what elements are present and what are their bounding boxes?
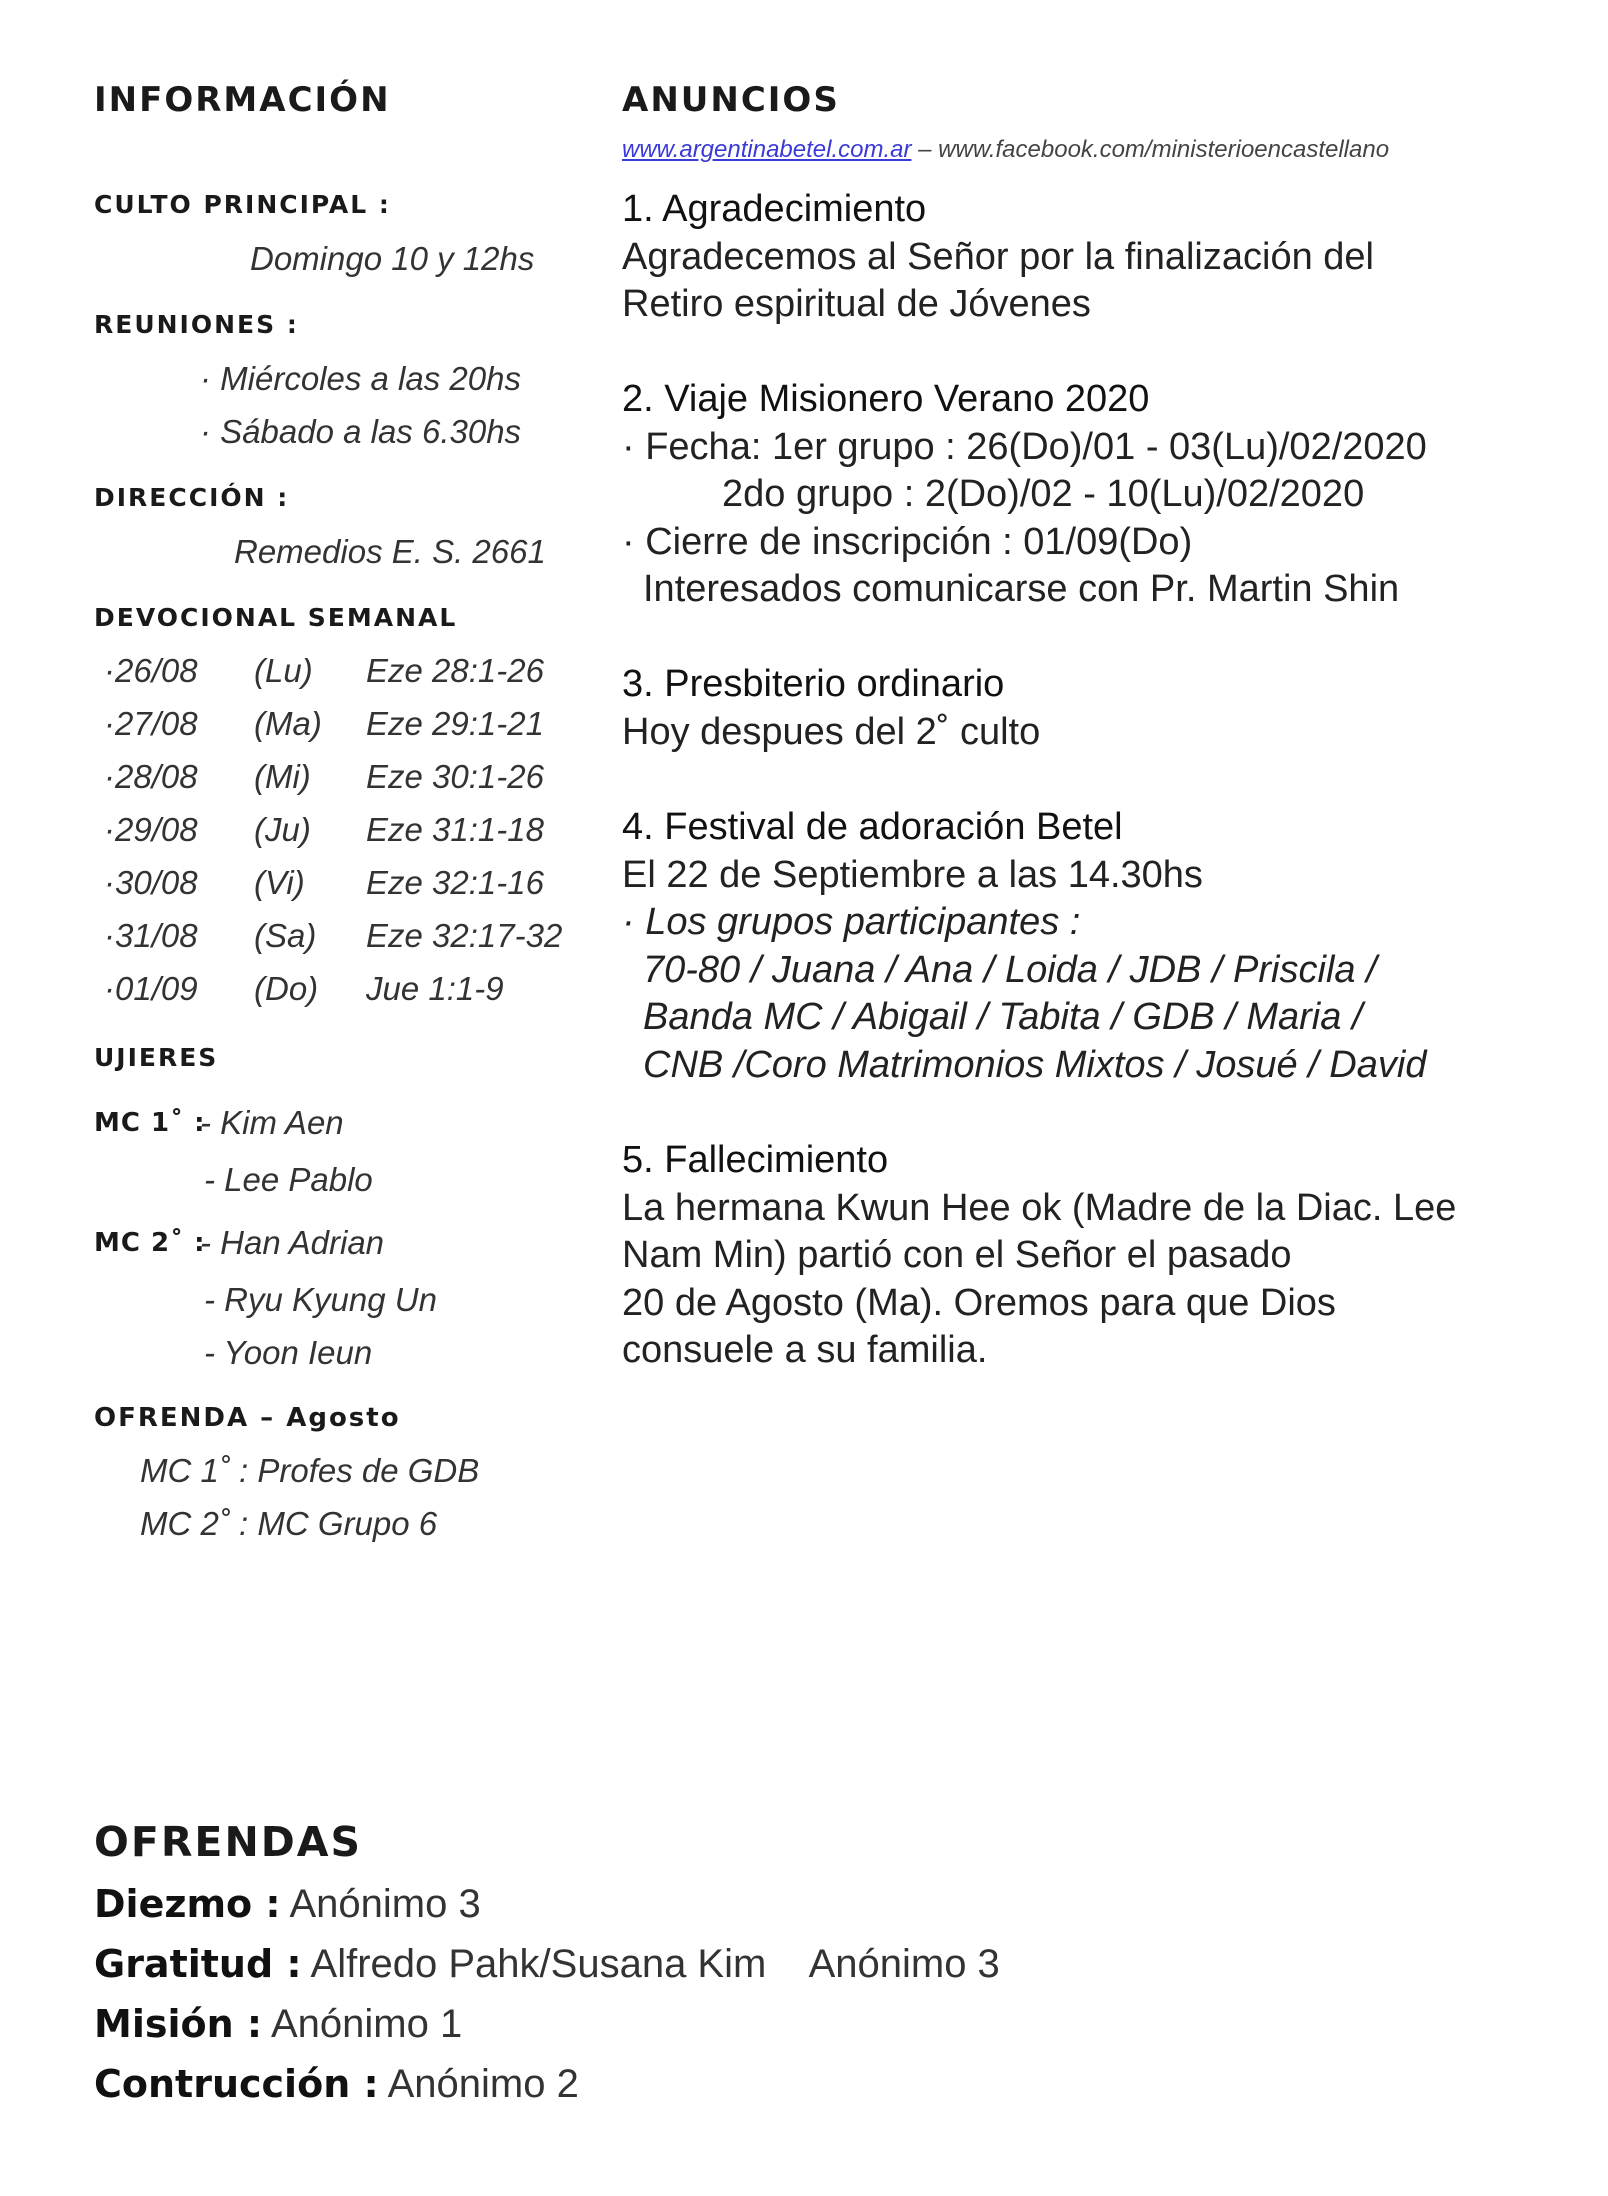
announcement-title: 2. Viaje Misionero Verano 2020 (622, 378, 1150, 420)
ujier-name: - Kim Aen (200, 1104, 344, 1141)
announcement-line: consuele a su familia. (622, 1329, 988, 1371)
culto-label: CULTO PRINCIPAL : (94, 190, 391, 219)
announcement-line: 2do grupo : 2(Do)/02 - 10(Lu)/02/2020 (722, 473, 1365, 515)
announcement-line: El 22 de Septiembre a las 14.30hs (622, 853, 1203, 896)
reunion-item: · Sábado a las 6.30hs (200, 413, 522, 450)
ujier-name: - Ryu Kyung Un (204, 1281, 437, 1318)
website-link[interactable]: www.argentinabetel.com.ar (622, 136, 912, 163)
announcement-line: Hoy despues del 2˚ culto (622, 710, 1041, 753)
reuniones-label: REUNIONES : (94, 310, 299, 339)
devocional-label: DEVOCIONAL SEMANAL (94, 603, 458, 632)
announcement-line: 70-80 / Juana / Ana / Loida / JDB / Priscila / (643, 948, 1377, 991)
announcement-line: La hermana Kwun Hee ok (Madre de la Diac. Lee (622, 1186, 1457, 1229)
facebook-link[interactable]: www.facebook.com/ministerioencastellano (938, 136, 1390, 163)
ofrenda-row (94, 1942, 1000, 1987)
info-title: INFORMACIÓN (94, 80, 391, 120)
announcement-item (622, 186, 1562, 329)
announcement-title: 5. Fallecimiento (622, 1139, 889, 1181)
announcement-links (622, 136, 1389, 164)
devocional-row (104, 917, 584, 970)
announcement-line: Interesados comunicarse con Pr. Martin Shin (643, 568, 1400, 610)
announcement-line: Nam Min) partió con el Señor el pasado (622, 1234, 1292, 1276)
ujier-name: - Han Adrian (200, 1224, 385, 1261)
devocional-day: (Vi) (254, 864, 305, 901)
devocional-ref: Eze 32:17-32 (366, 917, 563, 954)
devocional-day: (Mi) (254, 758, 311, 795)
announcement-item (622, 376, 1562, 614)
ofrenda-row-value: Alfredo Pahk/Susana Kim Anónimo 3 (301, 1942, 1000, 1986)
mc1-label: MC 1˚ : (94, 1108, 206, 1138)
devocional-ref: Eze 29:1-21 (366, 705, 544, 742)
announcement-line: Banda MC / Abigail / Tabita / GDB / Maria / (643, 996, 1363, 1038)
devocional-date: ·28/08 (104, 758, 198, 795)
devocional-day: (Do) (254, 970, 319, 1007)
devocional-ref: Eze 32:1-16 (366, 864, 544, 901)
mc2-label: MC 2˚ : (94, 1228, 206, 1258)
devocional-date: ·26/08 (104, 652, 198, 689)
announcement-line: Retiro espiritual de Jóvenes (622, 283, 1091, 325)
devocional-row (104, 970, 584, 1023)
announcement-line: CNB /Coro Matrimonios Mixtos / Josué / David (643, 1043, 1427, 1086)
ujieres-label: UJIERES (94, 1043, 219, 1072)
announcements-title: ANUNCIOS (622, 80, 840, 120)
culto-value: Domingo 10 y 12hs (250, 240, 535, 277)
devocional-ref: Jue 1:1-9 (366, 970, 504, 1007)
announcement-line: · Cierre de inscripción : 01/09(Do) (622, 520, 1193, 563)
devocional-day: (Lu) (254, 652, 313, 689)
reunion-item: · Miércoles a las 20hs (200, 360, 521, 397)
ofrenda-row-label: Diezmo : (94, 1882, 281, 1926)
devocional-row (104, 705, 584, 758)
devocional-date: ·01/09 (104, 970, 198, 1007)
ofrendas-title: OFRENDAS (94, 1818, 363, 1866)
direccion-value: Remedios E. S. 2661 (234, 533, 546, 570)
devocional-row (104, 758, 584, 811)
ofrenda-item: MC 1˚ : Profes de GDB (140, 1452, 480, 1489)
devocional-ref: Eze 31:1-18 (366, 811, 544, 848)
devocional-row (104, 652, 584, 705)
announcement-item (622, 804, 1562, 1089)
ofrenda-label: OFRENDA – Agosto (94, 1403, 401, 1433)
direccion-label: DIRECCIÓN : (94, 483, 290, 512)
devocional-ref: Eze 28:1-26 (366, 652, 544, 689)
announcement-title: 1. Agradecimiento (622, 188, 927, 230)
announcement-title: 4. Festival de adoración Betel (622, 806, 1123, 848)
announcement-title: 3. Presbiterio ordinario (622, 663, 1005, 705)
ujier-name: - Lee Pablo (204, 1161, 373, 1198)
link-separator: – (911, 136, 939, 163)
announcement-line: Agradecemos al Señor por la finalización del (622, 235, 1374, 278)
ofrenda-row-value: Anónimo 2 (378, 2062, 579, 2106)
ujier-name: - Yoon Ieun (204, 1334, 373, 1371)
ofrenda-row-label: Gratitud : (94, 1942, 302, 1986)
devocional-row (104, 864, 584, 917)
devocional-date: ·31/08 (104, 917, 198, 954)
devocional-date: ·30/08 (104, 864, 198, 901)
ofrenda-row (94, 2002, 462, 2047)
ofrenda-row-label: Misión : (94, 2002, 263, 2046)
devocional-date: ·29/08 (104, 811, 198, 848)
ofrenda-row-value: Anónimo 3 (280, 1882, 481, 1926)
devocional-day: (Sa) (254, 917, 317, 954)
announcement-item (622, 1137, 1562, 1375)
announcement-line: · Fecha: 1er grupo : 26(Do)/01 - 03(Lu)/02/2020 (622, 425, 1427, 468)
devocional-day: (Ju) (254, 811, 311, 848)
ofrenda-row-value: Anónimo 1 (262, 2002, 463, 2046)
ofrenda-row (94, 1882, 481, 1927)
devocional-day: (Ma) (254, 705, 322, 742)
ofrenda-row-label: Contrucción : (94, 2062, 379, 2106)
announcement-line: 20 de Agosto (Ma). Oremos para que Dios (622, 1281, 1336, 1324)
announcement-item (622, 661, 1562, 756)
ofrenda-row (94, 2062, 579, 2107)
devocional-date: ·27/08 (104, 705, 198, 742)
announcement-line: · Los grupos participantes : (622, 901, 1081, 943)
devocional-ref: Eze 30:1-26 (366, 758, 544, 795)
ofrenda-item: MC 2˚ : MC Grupo 6 (140, 1505, 438, 1542)
devocional-row (104, 811, 584, 864)
